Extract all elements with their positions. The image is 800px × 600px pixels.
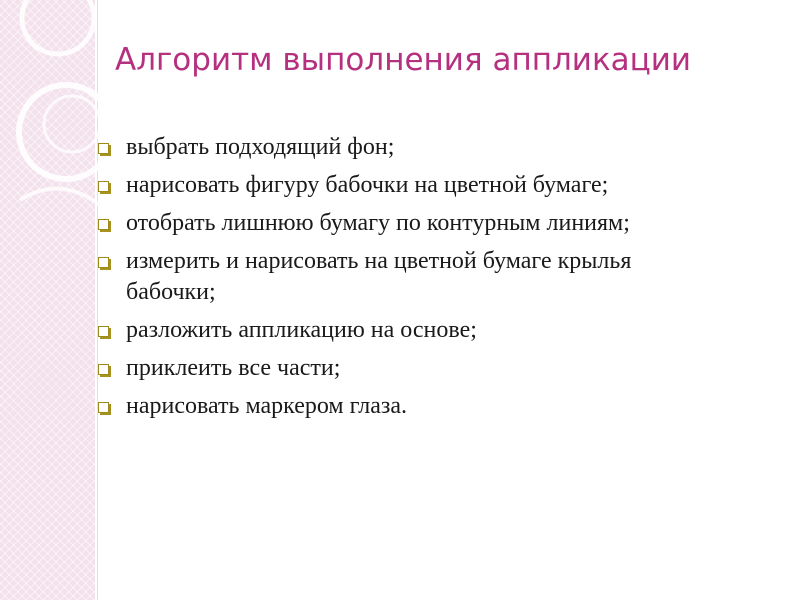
list-item-text: отобрать лишнюю бумагу по контурным линиям; [126, 210, 630, 236]
list-item [98, 353, 698, 384]
list-item-text: измерить и нарисовать на цветной бумаге крылья бабочки; [126, 248, 632, 305]
list-item-text: нарисовать маркером глаза. [126, 393, 407, 419]
deco-arc [20, 189, 100, 205]
hollow-square-bullet-icon [98, 326, 109, 337]
list-item [98, 208, 698, 239]
deco-circle-top [22, 0, 94, 54]
hollow-square-bullet-icon [98, 364, 109, 375]
hollow-square-bullet-icon [98, 143, 109, 154]
hollow-square-bullet-icon [98, 219, 109, 230]
hollow-square-bullet-icon [98, 402, 109, 413]
list-item-text: выбрать подходящий фон; [126, 134, 395, 160]
list-item-text: разложить аппликацию на основе; [126, 317, 477, 343]
slide-title: Алгоритм выполнения аппликации [115, 42, 692, 78]
hollow-square-bullet-icon [98, 257, 109, 268]
bullet-list [98, 132, 698, 429]
deco-circle-inner [44, 96, 100, 152]
list-item-text: приклеить все части; [126, 355, 341, 381]
list-item-text: нарисовать фигуру бабочки на цветной бумаге; [126, 172, 609, 198]
hollow-square-bullet-icon [98, 181, 109, 192]
list-item [98, 315, 698, 346]
list-item [98, 391, 698, 422]
list-item [98, 170, 698, 201]
list-item [98, 132, 698, 163]
list-item [98, 246, 698, 308]
